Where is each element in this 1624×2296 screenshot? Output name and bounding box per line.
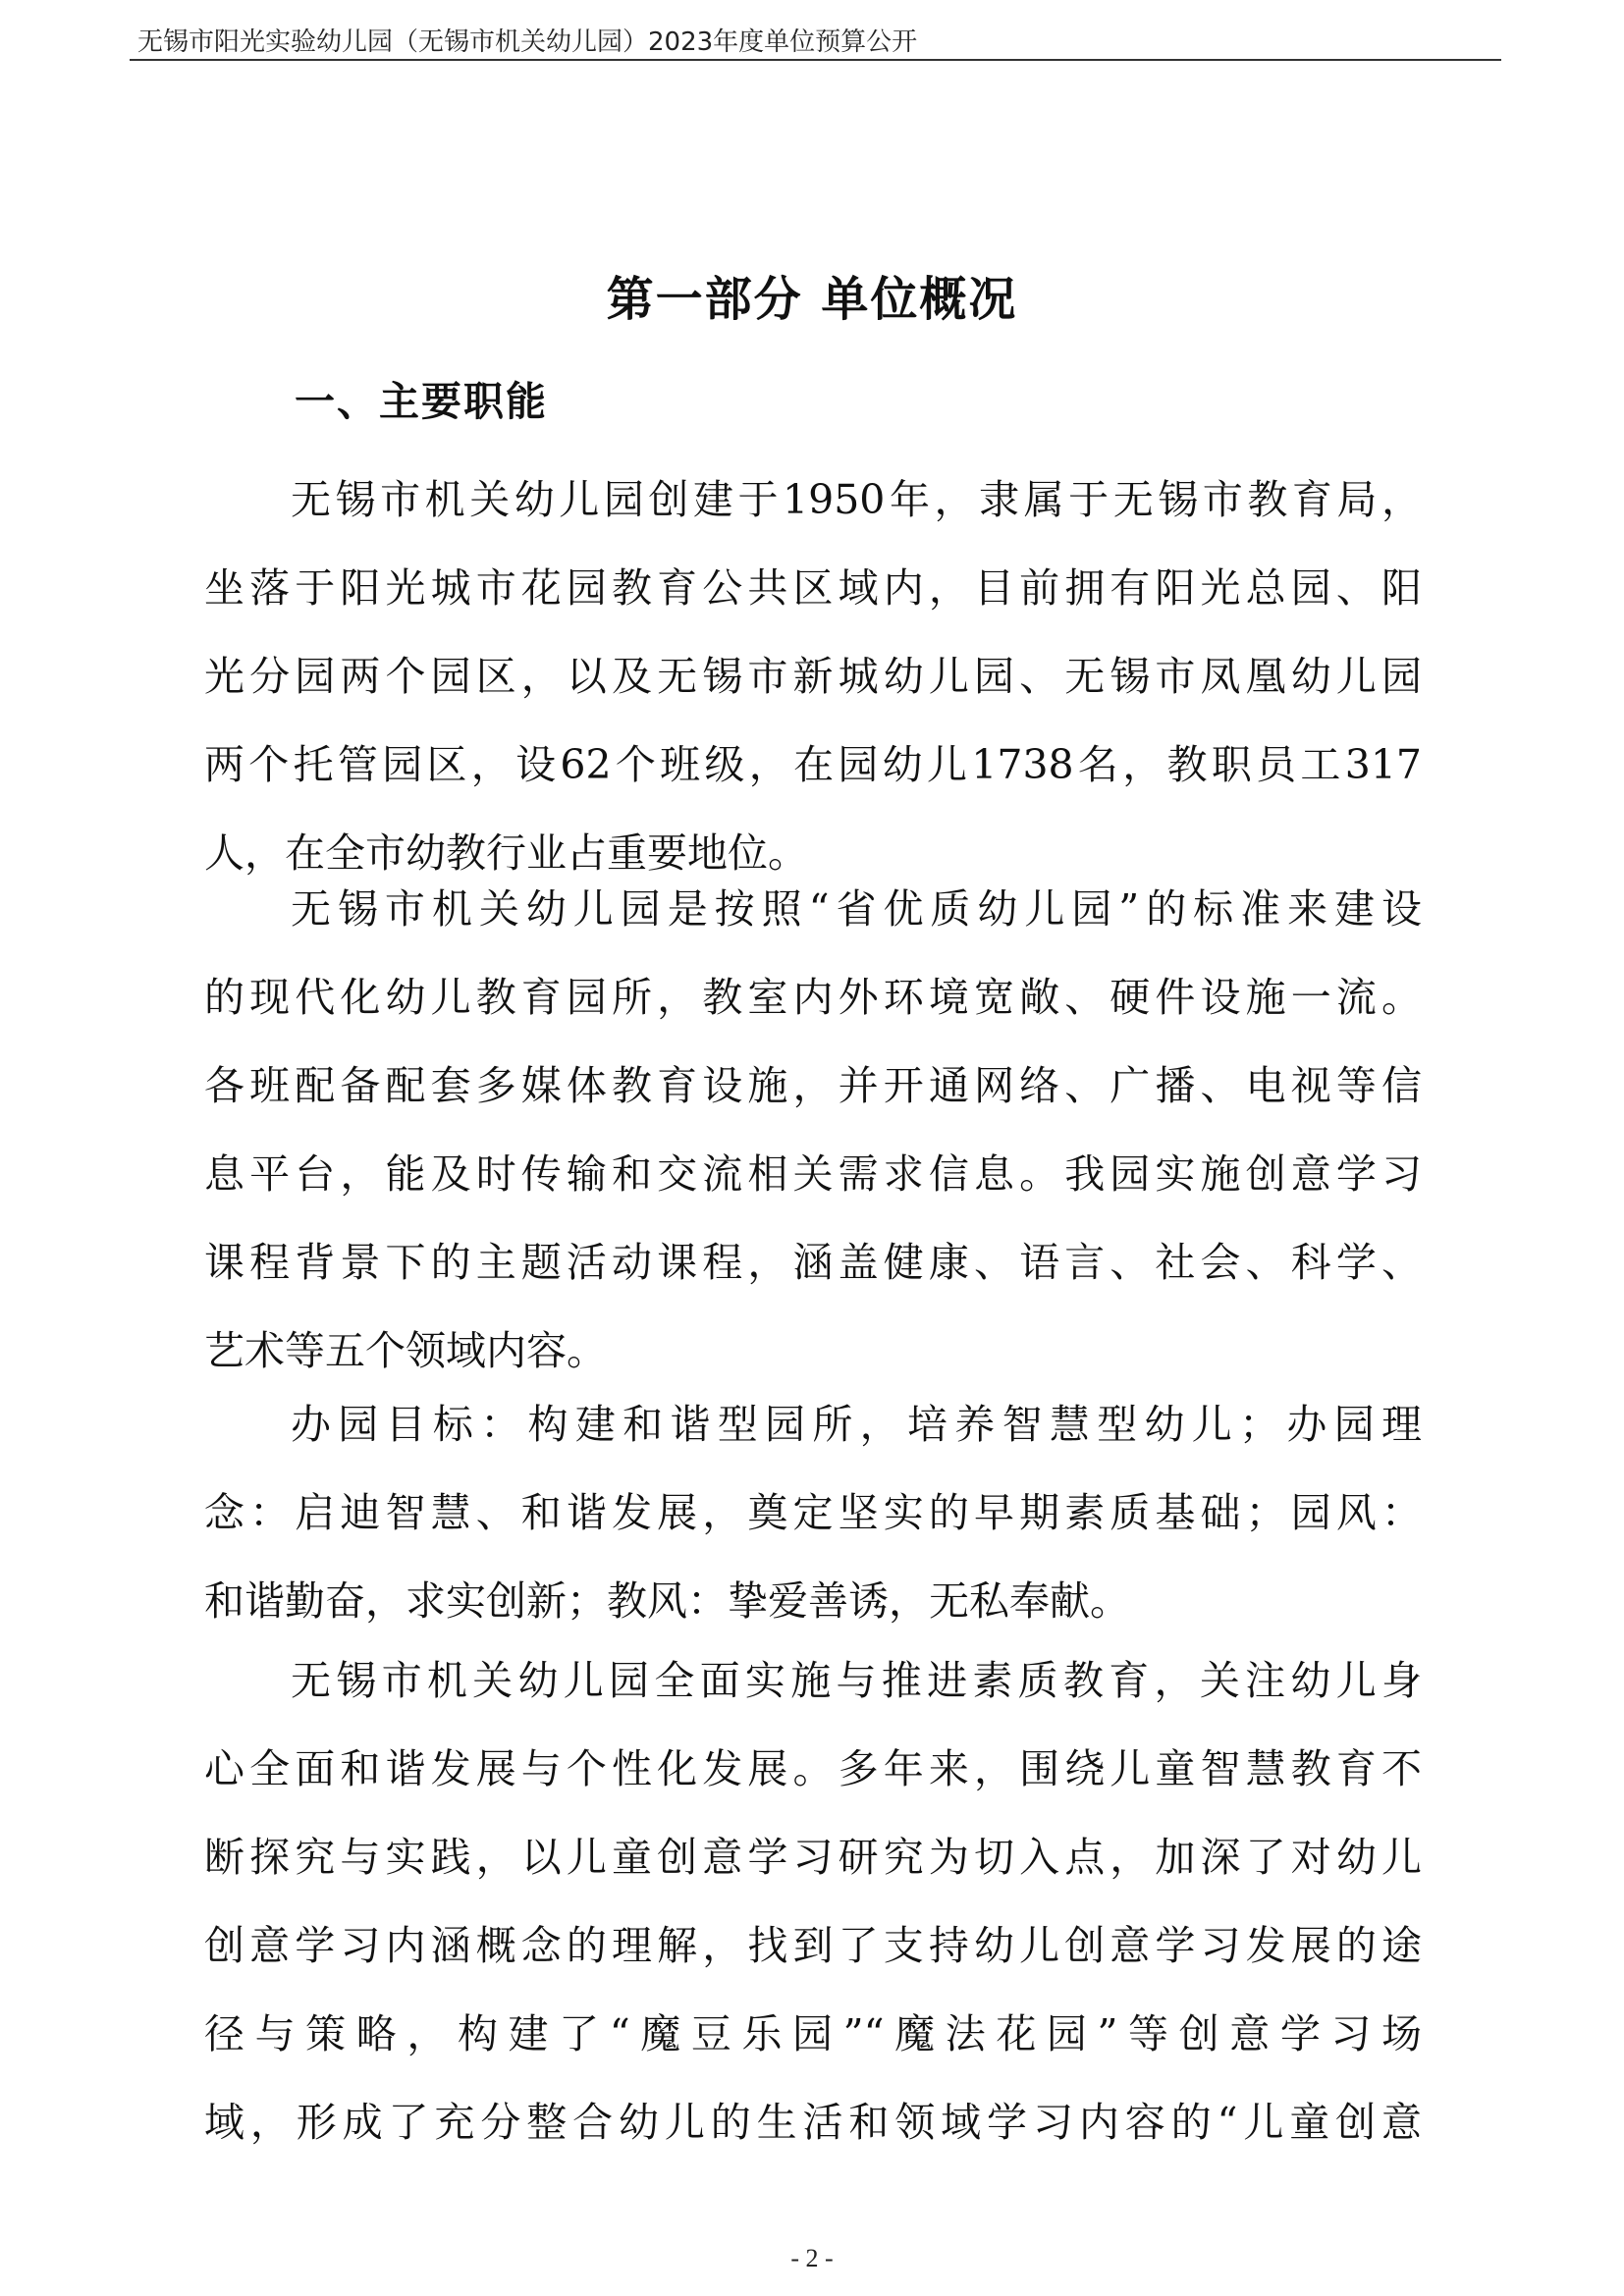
section-heading: 一、主要职能 [295,378,548,425]
part-title: 第一部分 单位概况 [606,272,1018,327]
paragraph-line: 息平台，能及时传输和交流相关需求信息。我园实施创意学习 [204,1150,1422,1198]
paragraph-line: 径与策略，构建了“魔豆乐园”“魔法花园”等创意学习场 [204,2010,1422,2057]
paragraph-line: 无锡市机关幼儿园是按照“省优质幼儿园”的标准来建设 [291,885,1422,933]
paragraph-2 [204,865,1422,1395]
page-number: - 2 - [790,2244,834,2272]
paragraph-line: 域，形成了充分整合幼儿的生活和领域学习内容的“儿童创意 [204,2099,1422,2146]
paragraph-line: 无锡市机关幼儿园全面实施与推进素质教育，关注幼儿身 [291,1657,1422,1704]
paragraph-line: 各班配备配套多媒体教育设施，并开通网络、广播、电视等信 [204,1062,1422,1109]
running-header: 无锡市阳光实验幼儿园（无锡市机关幼儿园）2023年度单位预算公开 [137,27,918,57]
paragraph-line: 无锡市机关幼儿园创建于1950年，隶属于无锡市教育局， [291,476,1422,523]
paragraph-3 [204,1380,1422,1645]
paragraph-4 [204,1636,1422,2166]
paragraph-line: 办园目标：构建和谐型园所，培养智慧型幼儿；办园理 [291,1401,1422,1448]
header-divider [130,59,1501,61]
paragraph-1 [204,455,1422,897]
paragraph-line: 创意学习内涵概念的理解，找到了支持幼儿创意学习发展的途 [204,1922,1422,1969]
paragraph-line: 心全面和谐发展与个性化发展。多年来，围绕儿童智慧教育不 [204,1745,1422,1792]
paragraph-line: 和谐勤奋，求实创新；教风：挚爱善诱，无私奉献。 [204,1577,1130,1625]
paragraph-line: 念：启迪智慧、和谐发展，奠定坚实的早期素质基础；园风： [204,1489,1422,1536]
paragraph-line: 坐落于阳光城市花园教育公共区域内，目前拥有阳光总园、阳 [204,564,1422,612]
paragraph-line: 课程背景下的主题活动课程，涵盖健康、语言、社会、科学、 [204,1239,1422,1286]
paragraph-line: 人，在全市幼教行业占重要地位。 [204,829,808,877]
paragraph-line: 艺术等五个领域内容。 [204,1327,607,1374]
paragraph-line: 光分园两个园区，以及无锡市新城幼儿园、无锡市凤凰幼儿园 [204,653,1422,700]
paragraph-line: 两个托管园区，设62个班级，在园幼儿1738名，教职员工317 [204,741,1422,788]
paragraph-line: 断探究与实践，以儿童创意学习研究为切入点，加深了对幼儿 [204,1834,1422,1881]
paragraph-line: 的现代化幼儿教育园所，教室内外环境宽敞、硬件设施一流。 [204,974,1422,1021]
